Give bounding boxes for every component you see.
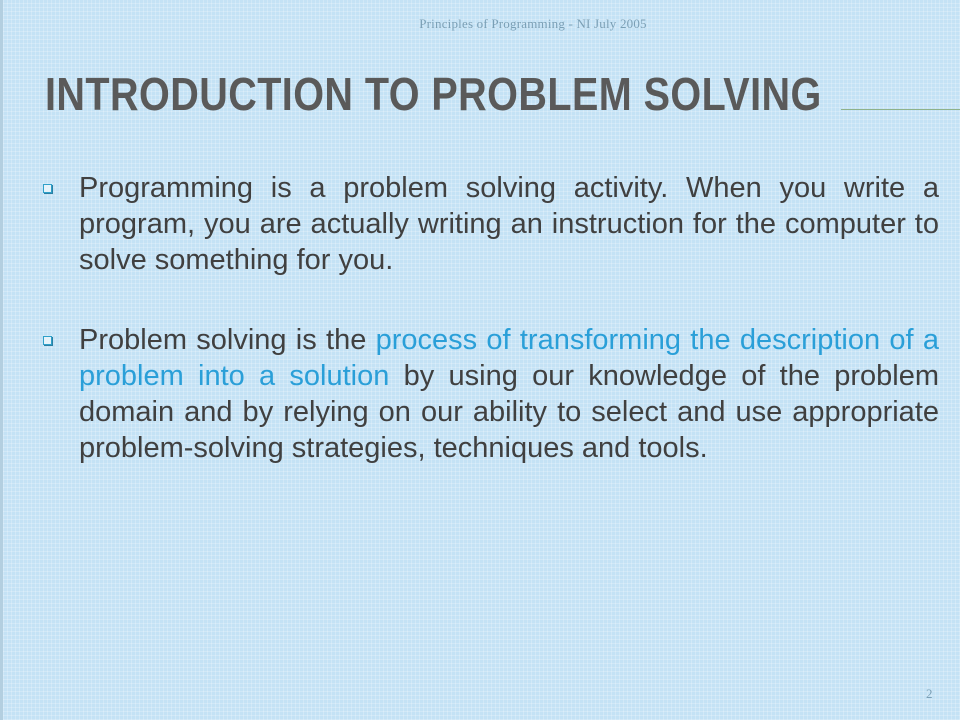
bullet-text-after: by using our knowledge of the problem domain and by relying on our ability to select and use appropriate problem-solving strategies, techniques and tools. xyxy=(79,360,939,464)
square-bullet-icon xyxy=(43,184,52,193)
bullet-highlight-text: process of transforming the description of a problem into a solution xyxy=(79,324,939,392)
page-number: 2 xyxy=(926,686,933,701)
bullet-text-before: Problem solving is the xyxy=(79,324,376,356)
bullet-item xyxy=(43,170,939,278)
slide-header: Principles of Programming - NI July 2005 xyxy=(419,16,647,31)
bullet-item xyxy=(43,322,939,466)
square-bullet-icon xyxy=(43,336,52,345)
slide-title: INTRODUCTION TO PROBLEM SOLVING xyxy=(45,68,822,120)
title-divider xyxy=(841,109,960,110)
bullet-list xyxy=(43,170,939,510)
bullet-text: Programming is a problem solving activity. When you write a program, you are actually writing an instruction for the computer to solve something for you. xyxy=(79,172,939,276)
